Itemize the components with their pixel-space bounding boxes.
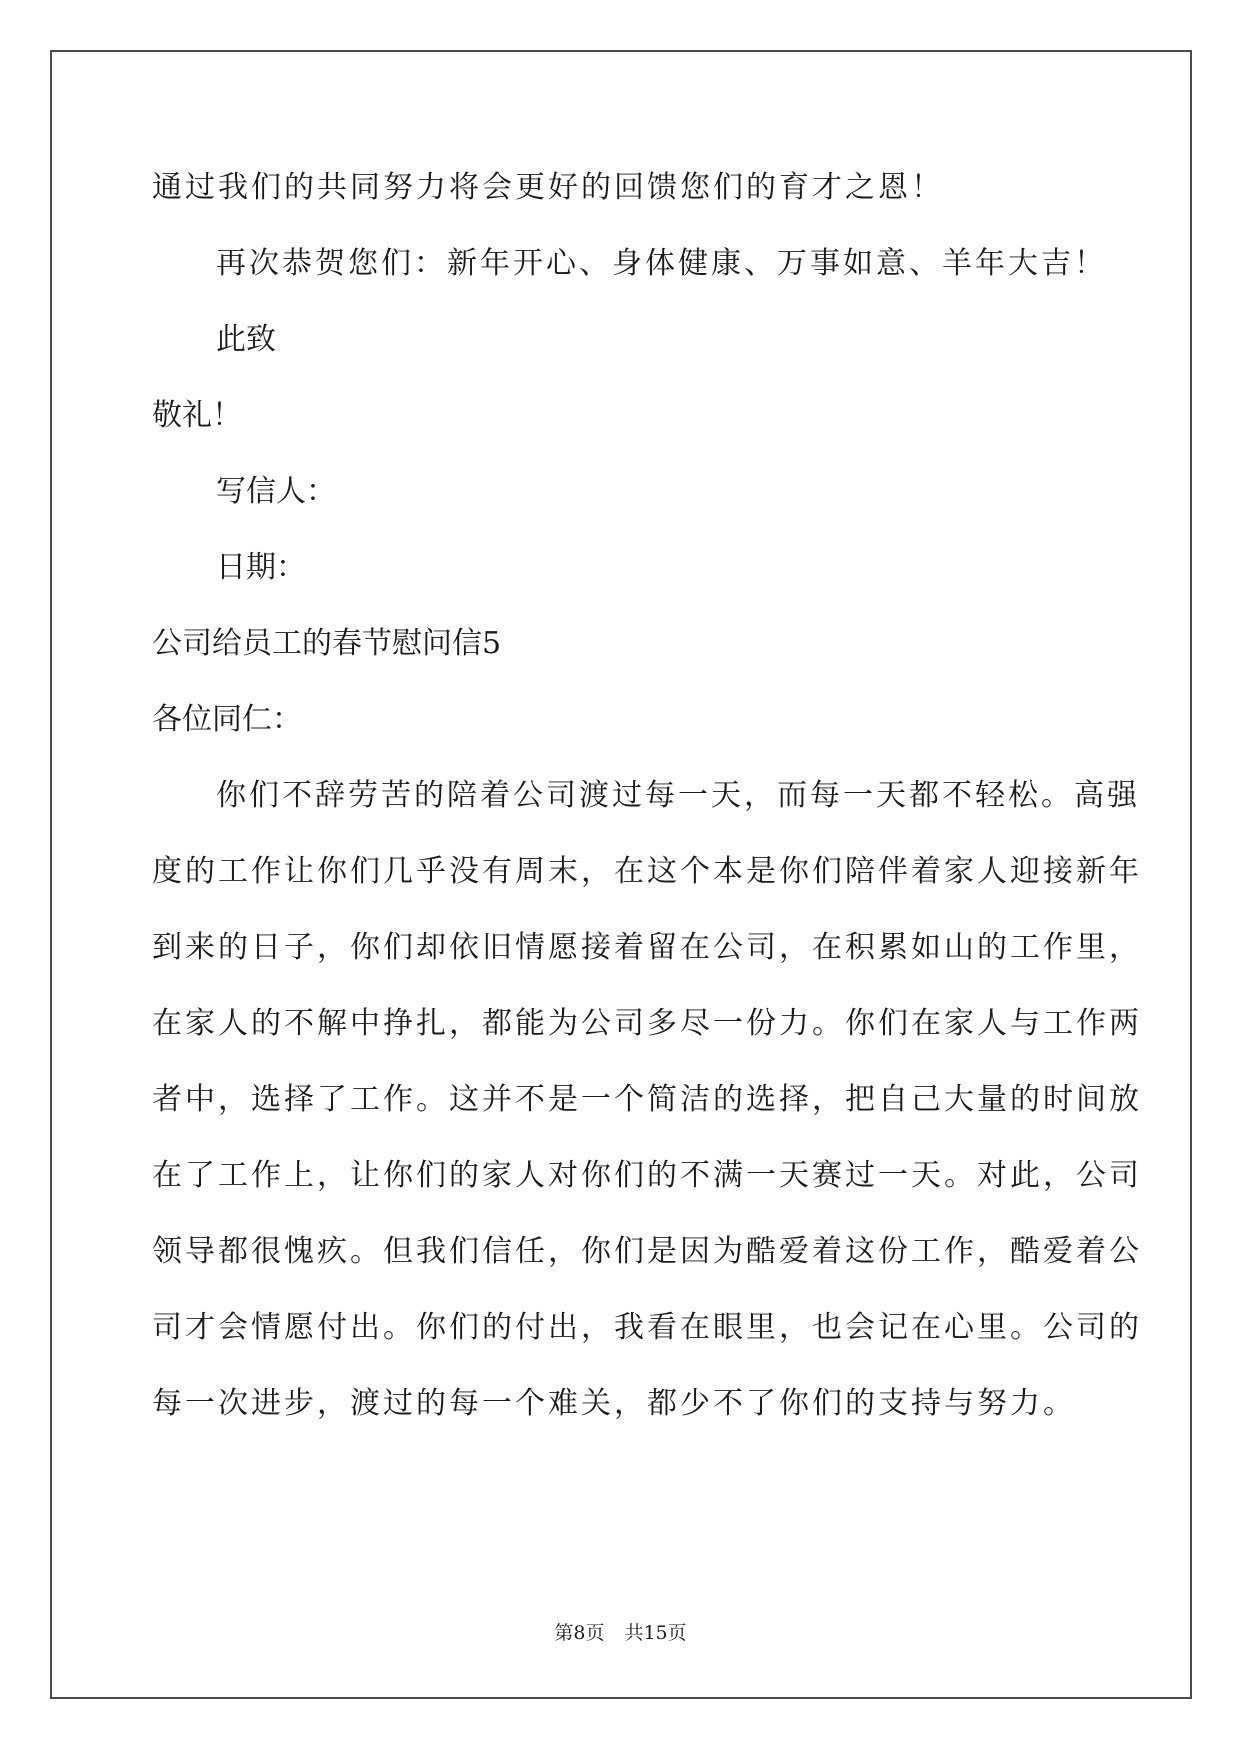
greeting-line: 各位同仁： (152, 702, 302, 737)
salute-line: 敬礼！ (152, 398, 242, 433)
letter-title: 公司给员工的春节慰问信5 (152, 626, 502, 661)
page-footer (0, 1618, 1241, 1645)
body-line: 每一次进步，渡过的每一个难关，都少不了你们的支持与努力。 (152, 1386, 1076, 1421)
body-line: 在了工作上，让你们的家人对你们的不满一天赛过一天。对此，公司 (152, 1158, 1142, 1193)
page-number: 第8页 (554, 1622, 605, 1644)
body-line: 在家人的不解中挣扎，都能为公司多尽一份力。你们在家人与工作两 (152, 1006, 1142, 1041)
writer-line: 写信人： (216, 474, 336, 509)
body-line: 者中，选择了工作。这并不是一个简洁的选择，把自己大量的时间放 (152, 1082, 1142, 1117)
date-line: 日期： (216, 550, 306, 585)
closing-line: 此致 (216, 322, 276, 357)
body-line: 司才会情愿付出。你们的付出，我看在眼里，也会记在心里。公司的 (152, 1310, 1142, 1345)
document-body (152, 164, 1142, 1456)
wishes-line: 再次恭贺您们：新年开心、身体健康、万事如意、羊年大吉！ (216, 246, 1107, 281)
body-line: 到来的日子，你们却依旧情愿接着留在公司，在积累如山的工作里， (152, 930, 1142, 965)
body-line: 度的工作让你们几乎没有周末，在这个本是你们陪伴着家人迎接新年 (152, 854, 1142, 889)
body-line: 你们不辞劳苦的陪着公司渡过每一天，而每一天都不轻松。高强 (216, 778, 1140, 813)
page-total: 共15页 (624, 1622, 687, 1644)
body-line: 领导都很愧疚。但我们信任，你们是因为酷爱着这份工作，酷爱着公 (152, 1234, 1142, 1269)
letter-line: 通过我们的共同努力将会更好的回馈您们的育才之恩！ (152, 170, 944, 205)
